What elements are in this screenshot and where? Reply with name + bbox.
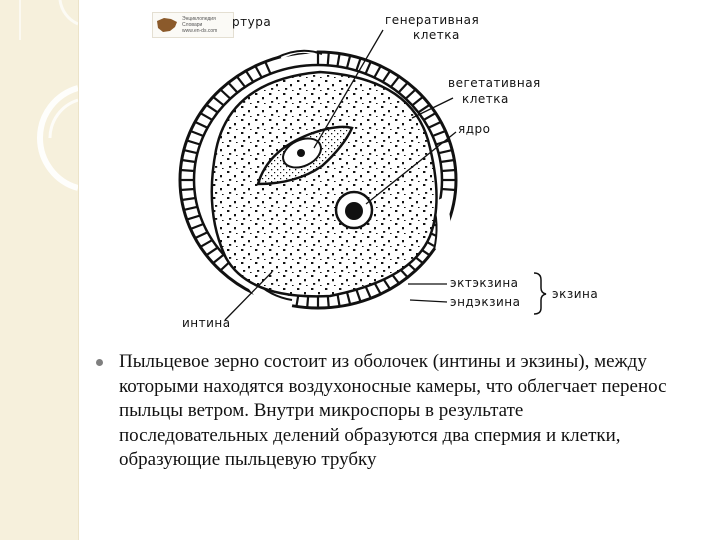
exine-hatch-line (442, 170, 456, 171)
bullet-icon (96, 359, 103, 366)
label-nucleus: ядро (458, 122, 491, 136)
exine-hatch-line (180, 189, 194, 190)
vegetative-nucleus (336, 192, 372, 228)
label-generative-line1: генеративная (385, 13, 480, 27)
label-ektexine: эктэкзина (450, 276, 519, 290)
vegetative-cell (212, 72, 437, 296)
caption-block (96, 350, 676, 473)
label-vegetative-line1: вегетативная (448, 76, 541, 90)
label-intine: интина (182, 316, 231, 330)
exine-hatch-line (442, 189, 456, 190)
label-exine: экзина (552, 287, 599, 301)
exine-brace (534, 273, 546, 314)
label-vegetative-line2: клетка (462, 92, 509, 106)
label-aperture: ртура (232, 15, 272, 29)
logo-text: Энциклопедия Словари www.en-ds.com (182, 16, 218, 34)
caption-text: Пыльцевое зерно состоит из оболочек (интины и экзины), между которыми находятся воздухоносные камеры, что облегчает перенос пыльцы ветром. Внутри микроспоры в результате последовательных делений образуются два спермия и клетки, образующие пыльцевую трубку (119, 351, 667, 470)
label-endexine: эндэкзина (450, 295, 521, 309)
exine-hatch-line (180, 170, 194, 171)
exine-hatch-line (328, 52, 329, 65)
label-generative-line2: клетка (413, 28, 460, 42)
